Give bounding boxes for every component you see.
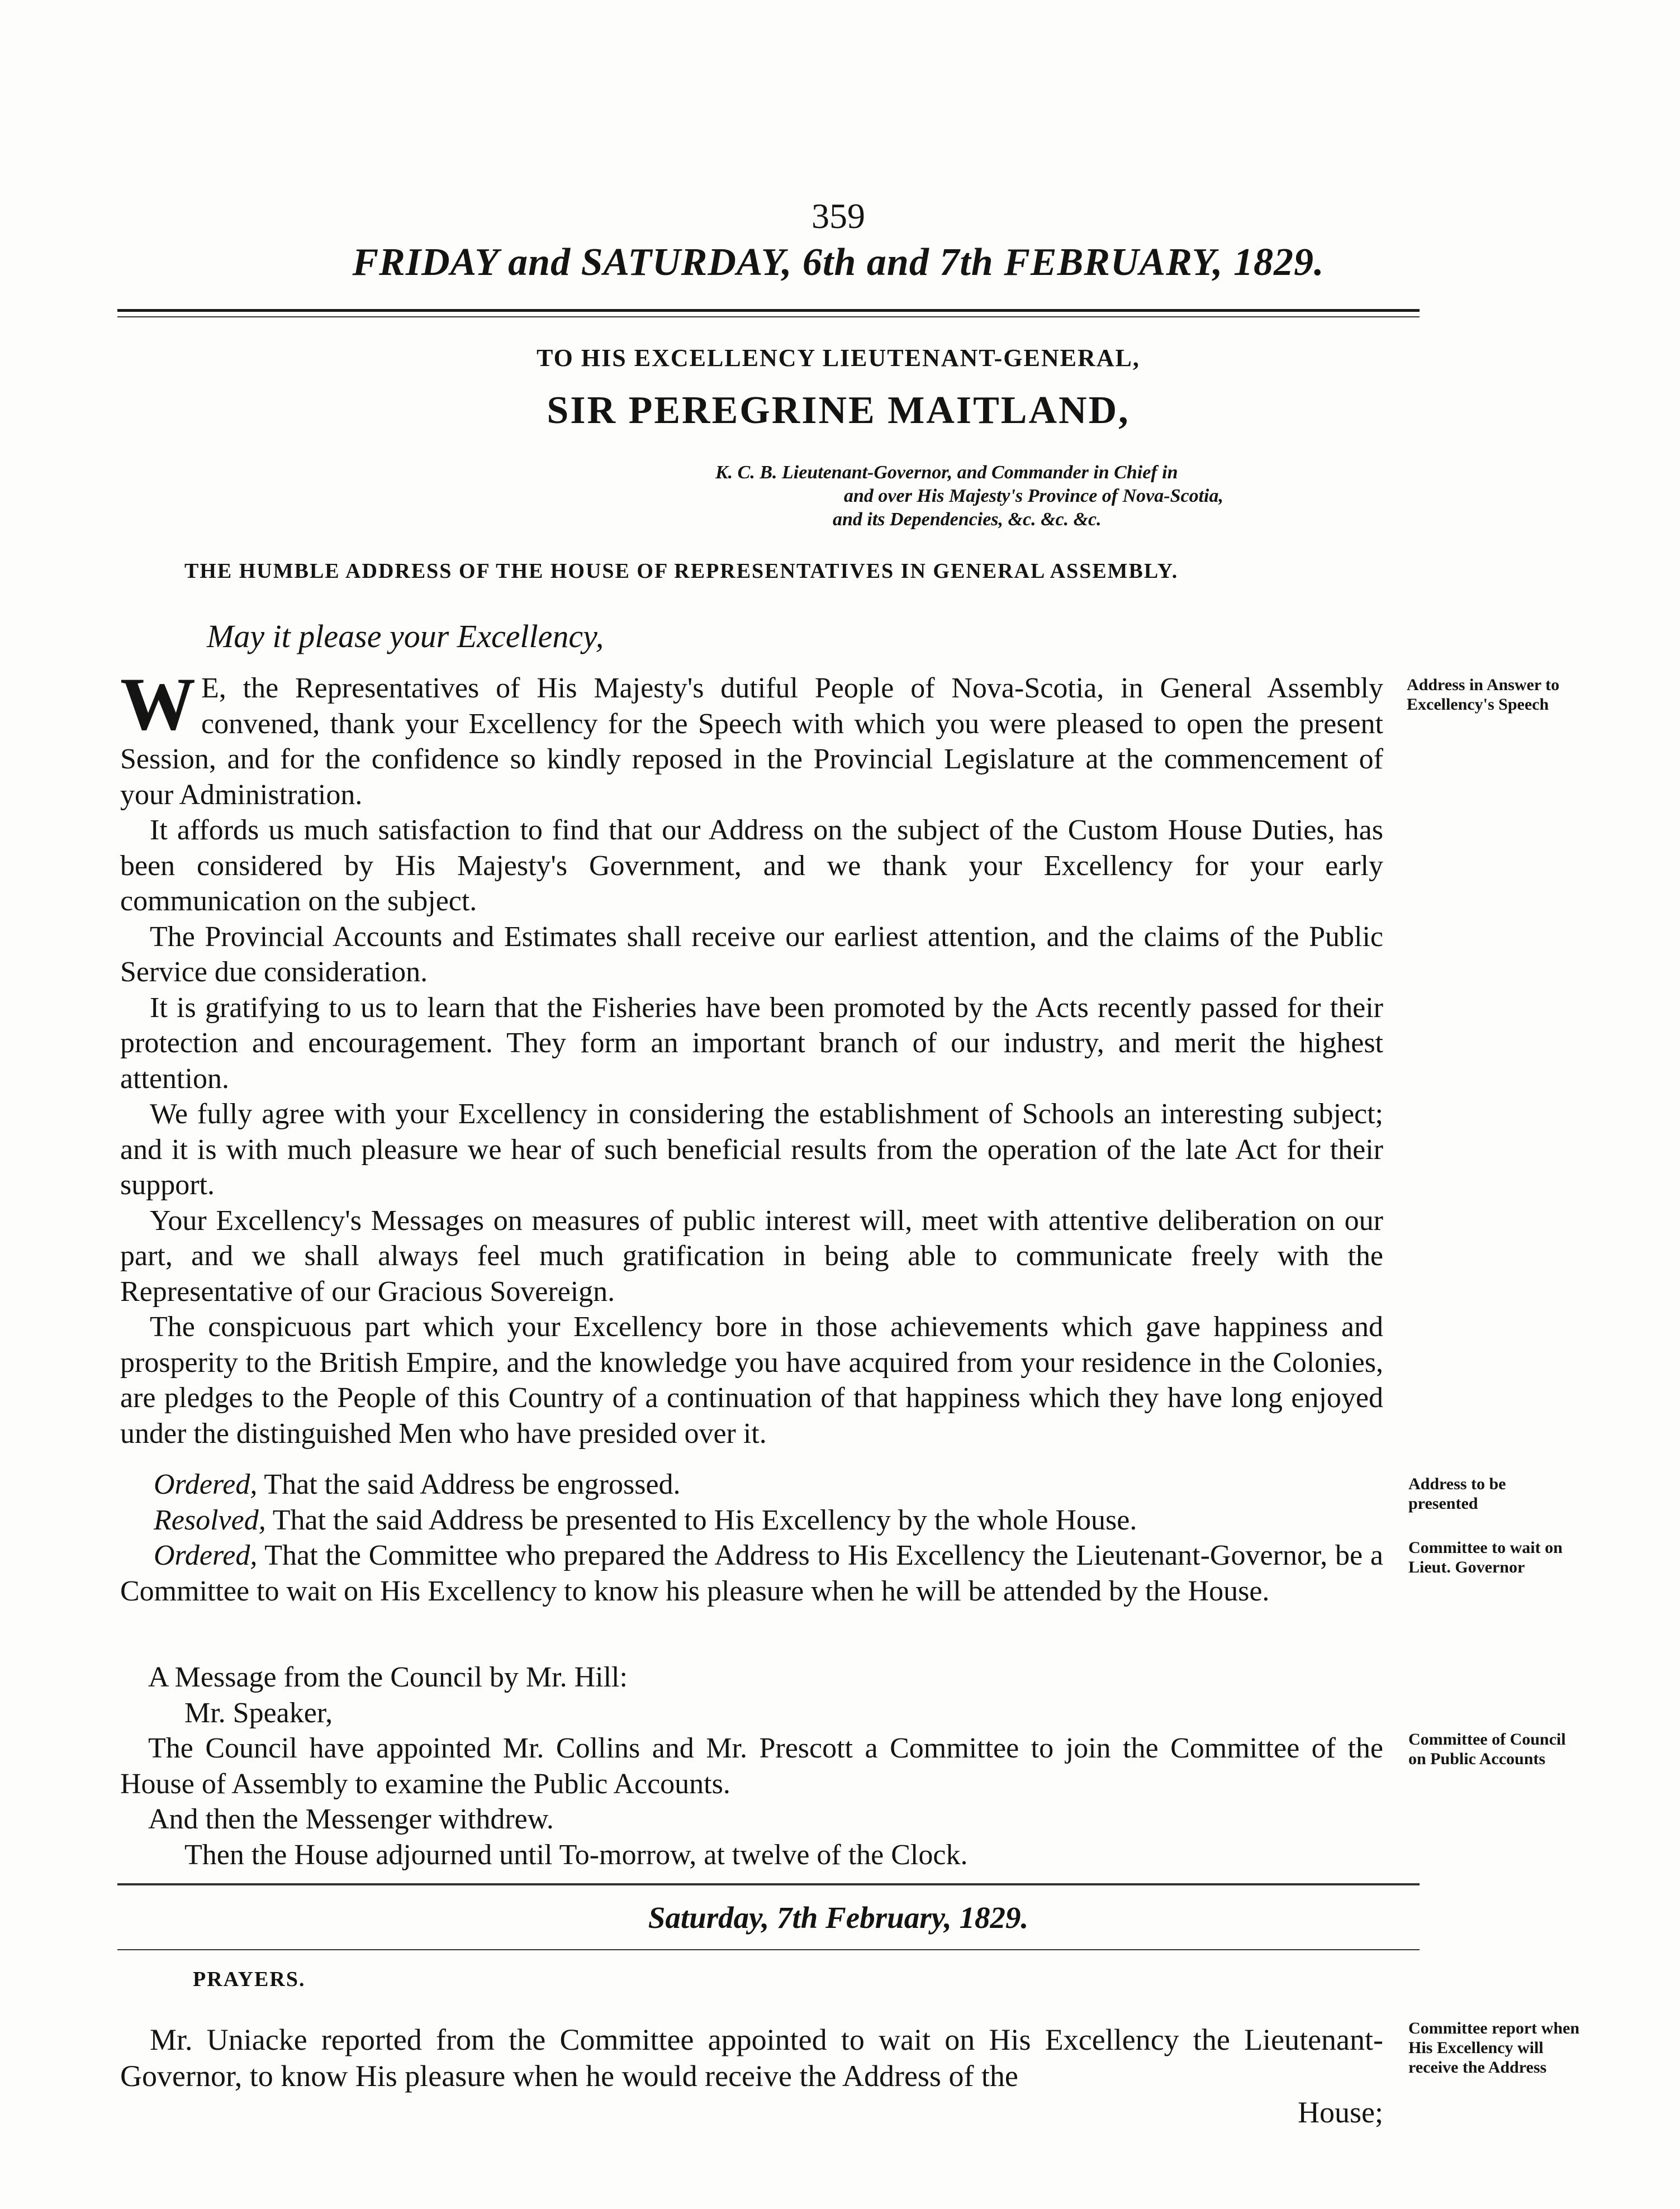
message-body: The Council have appointed Mr. Collins and Mr. Prescott a Committee to join the Committee of the House of Assembly to examine the Public Accounts. [120,1732,1383,1800]
section-rule-thin [117,1949,1420,1950]
address-recipient-name: SIR PEREGRINE MAITLAND, [547,389,1130,432]
title-line: K. C. B. Lieutenant-Governor, and Commander in Chief in [715,462,1178,483]
house-adjourned: Then the House adjourned until To-morrow, at twelve of the Clock. [184,1839,968,1871]
orders-block [120,1467,1383,1609]
final-paragraph-block [120,2022,1383,2131]
margin-note-council: Committee of Council on Public Accounts [1408,1730,1566,1768]
section-rule [117,1883,1420,1885]
salutation: May it please your Excellency, [207,618,604,654]
message-speaker: Mr. Speaker, [184,1697,333,1729]
drop-cap: W [120,663,196,746]
address-paragraph: Your Excellency's Messages on measures of public interest will, meet with attentive deliberation on our part, and we shall always feel much gratification in being able to communicate freely with the Representative of our Gracious Sovereign. [120,1204,1383,1308]
margin-note-presented: Address to be presented [1408,1475,1506,1513]
address-paragraph: W E, the Representatives of His Majesty's dutiful People of Nova-Scotia, in General Assembly convened, thank your Excellency for the Speech with which you were pleased to open the present Session, and for the confidence so kindly reposed in the Provincial Legislature at the commencement of your Administration. [120,663,1383,811]
header-rule [117,309,1420,312]
address-paragraph: We fully agree with your Excellency in considering the establishment of Schools an interesting subject; and it is with much pleasure we hear of such beneficial results from the operation of the late Act for their support. [120,1098,1383,1201]
margin-note-committee: Committee to wait on Lieut. Governor [1408,1538,1563,1576]
prayers-heading: PRAYERS. [193,1968,306,1991]
title-line: and its Dependencies, &c. &c. &c. [833,509,1102,530]
address-paragraph: The conspicuous part which your Excellency bore in those achievements which gave happiness and prosperity to the British Empire, and the knowledge you have acquired from your residence in the Colonies, are pledges to the People of this Country of a continuation of that happiness which they have long enjoyed under the distinguished Men who have presided over it. [120,1311,1383,1450]
order-entry: Resolved, That the said Address be presented to His Excellency by the whole House. [154,1504,1137,1536]
final-paragraph: Mr. Uniacke reported from the Committee appointed to wait on His Excellency the Lieutenant-Governor, to know His pleasure when he would receive the Address of the [120,2023,1383,2093]
page-header: FRIDAY and SATURDAY, 6th and 7th FEBRUARY, 1829. [352,241,1325,284]
council-message [120,1660,1383,1873]
address-paragraph: It affords us much satisfaction to find that our Address on the subject of the Custom House Duties, has been considered by His Majesty's Government, and we thank your Excellency for your early communication on the subject. [120,814,1383,917]
address-paragraph: It is gratifying to us to learn that the Fisheries have been promoted by the Acts recently passed for their protection and encouragement. They form an important branch of our industry, and merit the highest attention. [120,991,1383,1095]
catchword: House; [1298,2096,1383,2129]
saturday-heading: Saturday, 7th February, 1829. [648,1901,1029,1935]
page-number: 359 [811,196,865,236]
recipient-titles [715,461,1498,531]
message-withdrew: And then the Messenger withdrew. [148,1803,554,1835]
order-entry: Ordered, That the Committee who prepared the Address to His Excellency the Lieutenant-Governor, be a Committee to wait on His Excellency to know his pleasure when he will be attended by the House. [120,1540,1383,1607]
address-paragraph: The Provincial Accounts and Estimates shall receive our earliest attention, and the claims of the Public Service due consideration. [120,920,1383,988]
address-recipient-line: TO HIS EXCELLENCY LIEUTENANT-GENERAL, [537,344,1140,372]
margin-note-answer: Address in Answer to Excellency's Speech [1407,676,1560,714]
title-line: and over His Majesty's Province of Nova-Scotia, [844,486,1223,506]
message-intro: A Message from the Council by Mr. Hill: [148,1661,628,1693]
header-rule-thin [117,316,1420,317]
address-body [120,663,1383,1451]
margin-note-report: Committee report when His Excellency will receive the Address [1408,2019,1580,2077]
order-entry: Ordered, That the said Address be engrossed. [154,1469,681,1500]
humble-address-heading: THE HUMBLE ADDRESS OF THE HOUSE OF REPRESENTATIVES IN GENERAL ASSEMBLY. [184,559,1179,583]
